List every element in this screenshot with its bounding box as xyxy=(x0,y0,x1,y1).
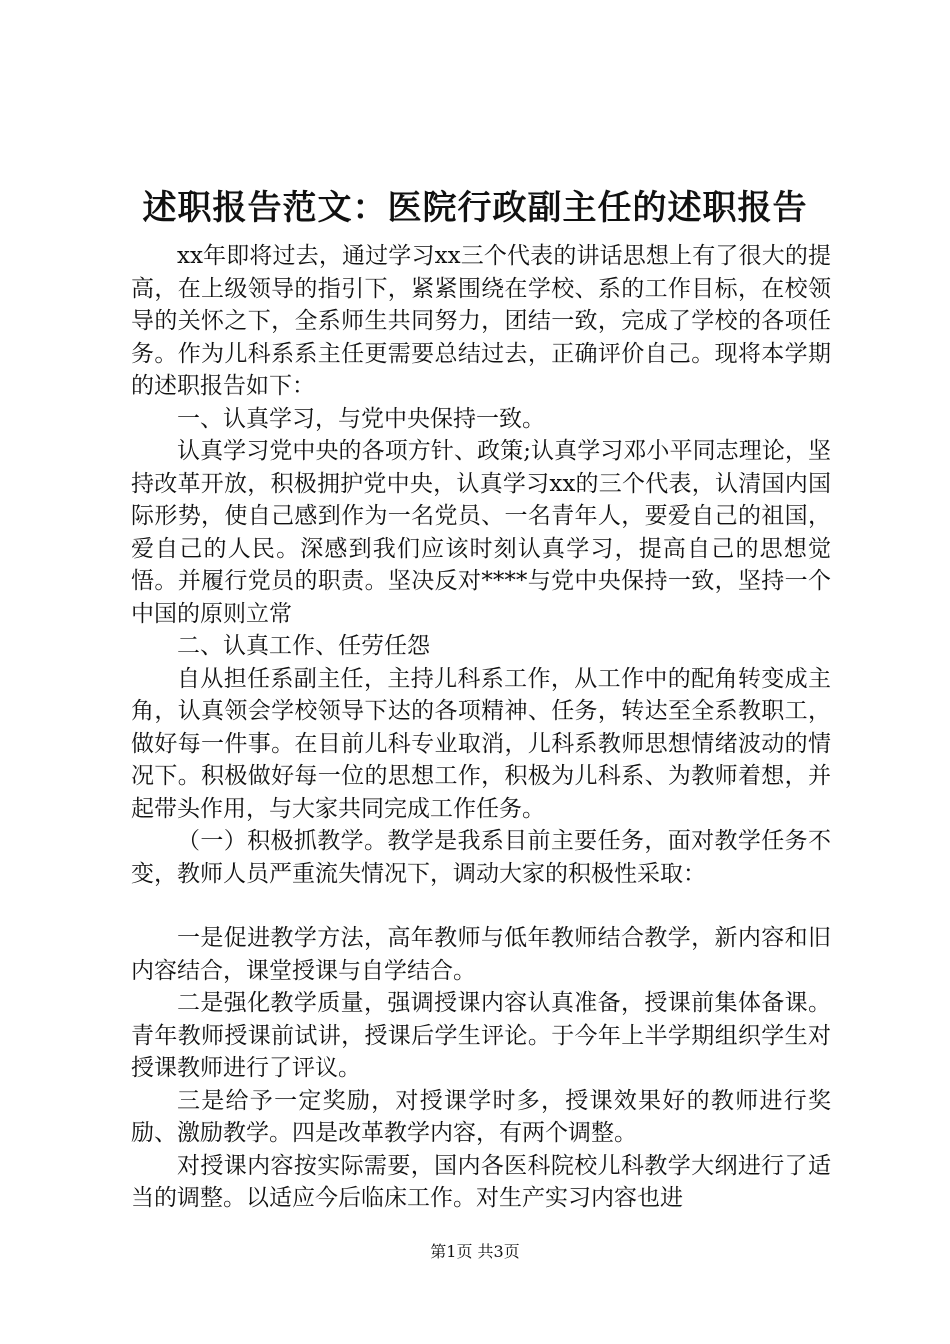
paragraph-point-three: 三是给予一定奖励，对授课学时多，授课效果好的教师进行奖励、激励教学。四是改革教学内容，有两个调整。 xyxy=(131,1087,831,1146)
paragraph-point-two: 二是强化教学质量，强调授课内容认真准备，授课前集体备课。青年教师授课前试讲，授课后学生评论。于今年上半学期组织学生对授课教师进行了评议。 xyxy=(131,990,831,1081)
paragraph-spacer xyxy=(131,890,831,922)
page-number: 第1页 共3页 xyxy=(430,1242,520,1261)
section-heading-work: 二、认真工作、任劳任怨 xyxy=(177,633,430,659)
section-heading-study: 一、认真学习，与党中央保持一致。 xyxy=(177,405,545,432)
paragraph-study: 认真学习党中央的各项方针、政策;认真学习邓小平同志理论，坚持改革开放，积极拥护党中央，认真学习xx的三个代表，认清国内国际形势，使自己感到作为一名党员、一名青年人，要爱自己的祖国，爱自己的人民。深感到我们应该时刻认真学习，提高自己的思想觉悟。并履行党员的职责。坚决反对****与党中央保持一致，坚持一个中国的原则立常 xyxy=(131,438,831,627)
paragraph-work: 自从担任系副主任，主持儿科系工作，从工作中的配角转变成主角，认真领会学校领导下达的各项精神、任务，转达至全系教职工，做好每一件事。在目前儿科专业取消，儿科系教师思想情绪波动的情况下。积极做好每一位的思想工作，积极为儿科系、为教师着想，并起带头作用，与大家共同完成工作任务。 xyxy=(131,665,831,822)
document-body xyxy=(131,240,831,1215)
paragraph-point-one: 一是促进教学方法，高年教师与低年教师结合教学，新内容和旧内容结合，课堂授课与自学结合。 xyxy=(131,925,831,984)
paragraph-teaching: （一）积极抓教学。教学是我系目前主要任务，面对教学任务不变，教师人员严重流失情况下，调动大家的积极性采取： xyxy=(131,828,831,887)
document-title: 述职报告范文：医院行政副主任的述职报告 xyxy=(142,188,808,228)
paragraph-curriculum: 对授课内容按实际需要，国内各医科院校儿科教学大纲进行了适当的调整。以适应今后临床工作。对生产实习内容也进 xyxy=(131,1152,831,1211)
paragraph-intro: xx年即将过去，通过学习xx三个代表的讲话思想上有了很大的提高，在上级领导的指引下，紧紧围绕在学校、系的工作目标，在校领导的关怀之下，全系师生共同努力，团结一致，完成了学校的各项任务。作为儿科系系主任更需要总结过去，正确评价自己。现将本学期的述职报告如下： xyxy=(131,243,831,399)
